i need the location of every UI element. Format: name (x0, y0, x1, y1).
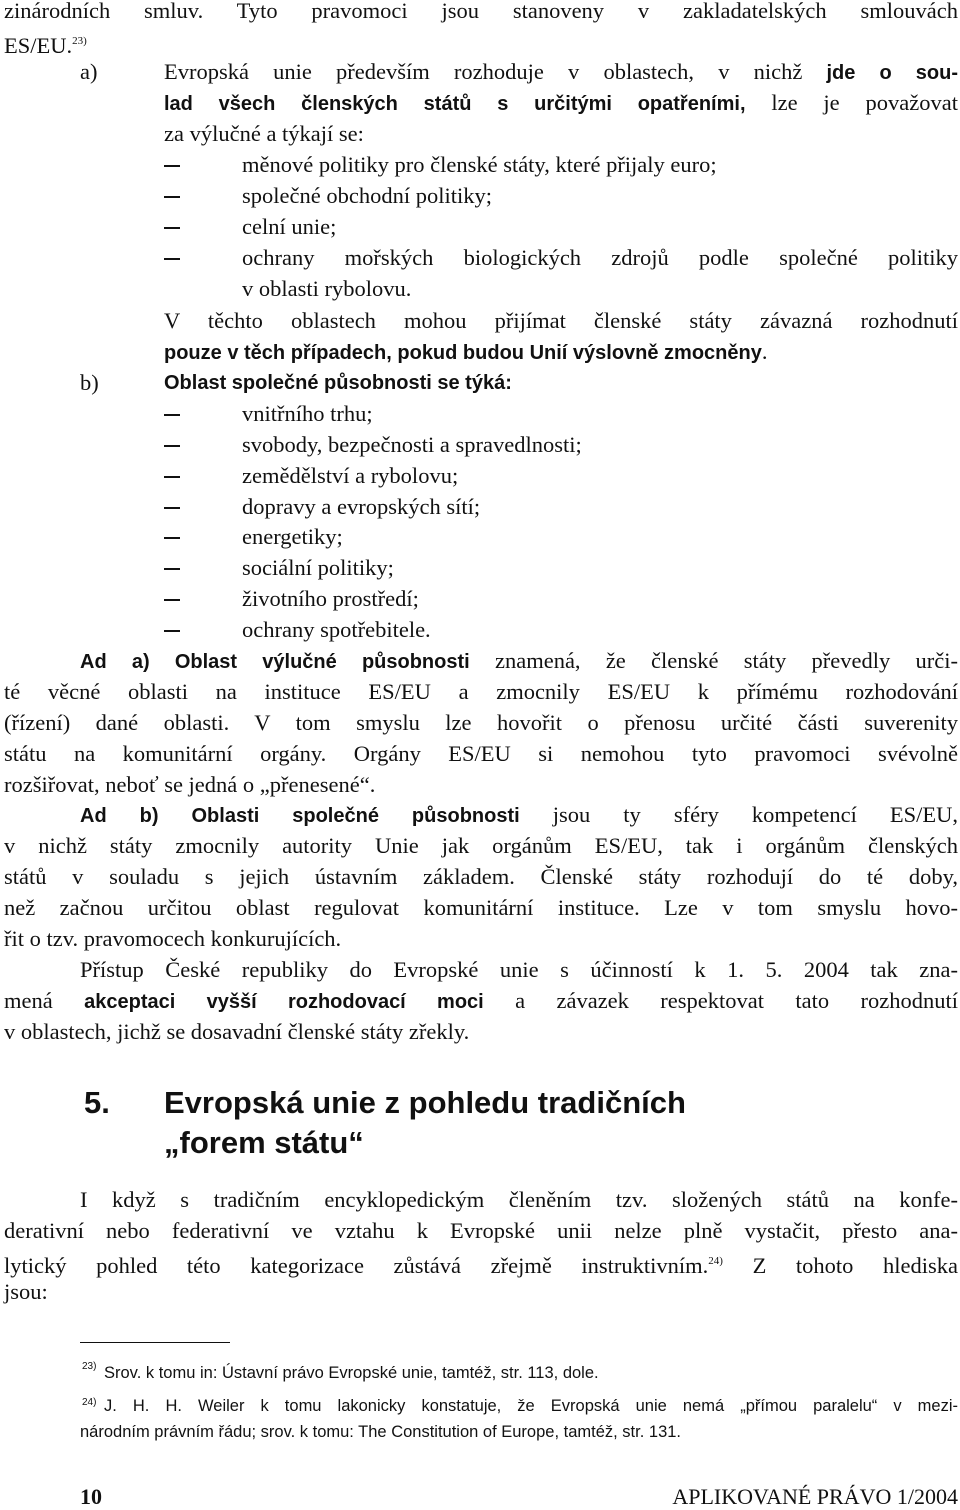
section-a-line: a) Evropská unie především rozhoduje v oblastech, v nichž jde o sou- (4, 57, 958, 87)
paragraph-line: v nichž státy zmocnily autority Unie jak orgánům ES/EU, tak i orgánům členských (4, 833, 958, 858)
section-heading: Evropská unie z pohledu tradičních (164, 1085, 686, 1120)
paragraph-line: mená akceptaci vyšší rozhodovací moci a závazek respektovat tato rozhodnutí (4, 988, 958, 1013)
list-item: měnové politiky pro členské státy, které přijaly euro; (4, 150, 958, 180)
list-item: celní unie; (4, 212, 958, 242)
list-item-continuation: v oblasti rybolovu. (242, 276, 412, 301)
dash-bullet (164, 568, 180, 570)
paragraph-line: (řízení) dané oblasti. V tom smyslu lze hovořit o přenosu určité části suverenity (4, 710, 958, 735)
footnote-ref[interactable]: 24) (708, 1255, 723, 1267)
dash-bullet (164, 630, 180, 632)
section-label: a) (80, 59, 98, 84)
footnote-text: národním právním řádu; srov. k tomu: The Constitution of Europe, tamtéž, str. 131. (80, 1423, 682, 1441)
list-item: ochrany spotřebitele. (4, 615, 958, 645)
footnote-ref[interactable]: 23) (72, 35, 87, 47)
body-line: ES/EU.$^{23)}$ (4, 33, 87, 58)
paragraph-line: státu na komunitární orgány. Orgány ES/EU si nemohou tyto pravomoci svévolně (4, 741, 958, 766)
list-item: svobody, bezpečnosti a spravedlnosti; (4, 430, 958, 460)
list-item: sociální politiky; (4, 553, 958, 583)
paragraph-line: Ad a) Oblast výlučné působnosti znamená, že členské státy převedly urči- (80, 648, 959, 673)
section-heading: „forem státu“ (164, 1125, 364, 1160)
paragraph-line: derativní nebo federativní ve vztahu k Evropské unii nelze plně vystačit, přesto ana- (4, 1218, 958, 1243)
paragraph-line: než začnou určitou oblast regulovat komunitární instituce. Lze v tom smyslu hovo- (4, 895, 958, 920)
paragraph-line: I když s tradičním encyklopedickým členěním tzv. složených států na konfe- (80, 1187, 958, 1212)
journal-name: APLIKOVANÉ PRÁVO 1/2004 (672, 1484, 958, 1509)
section-number: 5. (84, 1085, 110, 1120)
dash-bullet (164, 414, 180, 416)
footnote-text: Srov. k tomu in: Ústavní právo Evropské unie, tamtéž, str. 113, dole. (104, 1364, 599, 1382)
paragraph-line: států v souladu s jejich ústavním základem. Členské státy rozhodují do té doby, (4, 864, 958, 889)
dash-bullet (164, 165, 180, 167)
list-item: ochrany mořských biologických zdrojů podle společné politiky (4, 243, 958, 273)
dash-bullet (164, 196, 180, 198)
list-item: vnitřního trhu; (4, 399, 958, 429)
list-item: energetiky; (4, 522, 958, 552)
footnote-number: 23) (82, 1361, 97, 1372)
footnote-text: J. H. H. Weiler k tomu lakonicky konstatuje, že Evropská unie nemá „přímou paralelu“ v mezi- (104, 1397, 958, 1415)
dash-bullet (164, 507, 180, 509)
paragraph-line: rozšiřovat, neboť se jedná o „přenesené“. (4, 772, 376, 797)
body-line: zinárodních smluv. Tyto pravomoci jsou stanoveny v zakladatelských smlouvách (4, 0, 958, 23)
section-a-line: lad všech členských států s určitými opatřeními, lze je považovat (164, 90, 958, 115)
dash-bullet (164, 227, 180, 229)
dash-bullet (164, 537, 180, 539)
paragraph-line: lytický pohled této kategorizace zůstává zřejmě instruktivním.$^{24)}$ Z tohoto hlediska (4, 1253, 958, 1278)
dash-bullet (164, 445, 180, 447)
paragraph-line: v oblastech, jichž se dosavadní členské státy zřekly. (4, 1019, 470, 1044)
section-a-note: pouze v těch případech, pokud budou Unií výslovně zmocněny. (164, 339, 768, 364)
section-a-note: V těchto oblastech mohou přijímat členské státy závazná rozhodnutí (164, 308, 958, 333)
footnote-number: 24) (82, 1397, 97, 1408)
footnote-rule (80, 1342, 230, 1343)
dash-bullet (164, 476, 180, 478)
paragraph-line: Přístup České republiky do Evropské unie s účinností k 1. 5. 2004 tak zna- (80, 957, 958, 982)
paragraph-line: jsou: (4, 1279, 48, 1304)
section-label: b) (80, 370, 99, 395)
paragraph-line: řit o tzv. pravomocech konkurujících. (4, 926, 342, 951)
section-a-line: za výlučné a týkají se: (164, 121, 364, 146)
page-number: 10 (80, 1484, 102, 1509)
list-item: životního prostředí; (4, 584, 958, 614)
dash-bullet (164, 258, 180, 260)
list-item: společné obchodní politiky; (4, 181, 958, 211)
list-item: zemědělství a rybolovu; (4, 461, 958, 491)
paragraph-line: té věcné oblasti na instituce ES/EU a zmocnily ES/EU k přímému rozhodování (4, 679, 958, 704)
list-item: dopravy a evropských sítí; (4, 492, 958, 522)
section-b-title: b) Oblast společné působnosti se týká: (4, 368, 958, 398)
dash-bullet (164, 599, 180, 601)
paragraph-line: Ad b) Oblasti společné působnosti jsou ty sféry kompetencí ES/EU, (80, 802, 958, 827)
